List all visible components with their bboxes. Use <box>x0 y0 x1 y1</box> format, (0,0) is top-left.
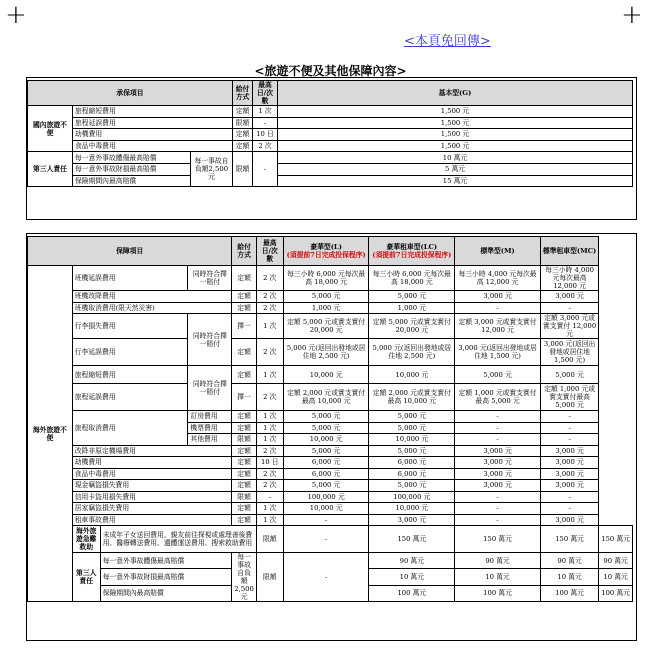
row-pay: 定額 <box>232 366 256 384</box>
overseas-label: 海外旅遊不便 <box>28 266 73 602</box>
row-M: 3,000 元 <box>455 468 541 480</box>
row-MC: 定額 1,000 元或實支實付最高 5,000 元 <box>540 384 598 411</box>
row-MC: 3,000 元 <box>540 468 598 480</box>
row-name: 食品中毒費用 <box>73 140 233 152</box>
row-pay: 限額 <box>233 117 253 129</box>
header-max: 最高日/次數 <box>253 81 278 106</box>
header-LC <box>369 237 455 266</box>
row-name: 行李損失費用 <box>72 314 188 339</box>
row-L: - <box>283 514 369 526</box>
row-max: 10 日 <box>253 129 278 141</box>
row-max: 1 次 <box>253 106 278 118</box>
row-LC: 6,000 元 <box>369 457 455 469</box>
row-basic: 10 萬元 <box>278 152 633 164</box>
row-MC: 3,000 元 <box>540 291 598 303</box>
third-deductible: 每一事故自負額2,500 元 <box>232 553 256 602</box>
row-pay: 定額 <box>232 411 256 423</box>
row-max: 2 次 <box>256 266 283 291</box>
row-max: 10 日 <box>256 457 283 469</box>
row-max: 1 次 <box>256 514 283 526</box>
row-MC: - <box>540 411 598 423</box>
header-pay: 給付方式 <box>232 237 256 266</box>
row-MC: 3,000 元 <box>540 445 598 457</box>
row-LC: 每三小時 6,000 元每次最高 18,000 元 <box>369 266 455 291</box>
row-LC: 100,000 元 <box>369 491 455 503</box>
row-pay: 定額 <box>232 480 256 492</box>
row-MC: 5,000 元 <box>540 366 598 384</box>
row-M: 10 萬元 <box>540 569 598 585</box>
row-pay: 定額 <box>232 503 256 515</box>
row-L: 10,000 元 <box>283 366 369 384</box>
row-LC: 10,000 元 <box>369 503 455 515</box>
row-L: 10,000 元 <box>283 503 369 515</box>
row-LC: 90 萬元 <box>455 553 541 569</box>
row-pay: 限額 <box>232 491 256 503</box>
row-pay: 擇一 <box>232 384 256 411</box>
row-L: 每三小時 6,000 元每次最高 18,000 元 <box>283 266 369 291</box>
row-max: - <box>283 526 369 553</box>
row-LC: 5,000 元 <box>369 422 455 434</box>
row-MC: 3,000 元(返回出發地或居住地 1,500 元) <box>540 339 598 366</box>
row-LC: 10,000 元 <box>369 434 455 446</box>
row-name: 其他費用 <box>188 434 232 446</box>
row-pay: 定額 <box>232 339 256 366</box>
row-MC: - <box>540 302 598 314</box>
header-MC: 標準租車型(MC) <box>540 237 598 266</box>
row-L: 90 萬元 <box>369 553 455 569</box>
row-MC: 每三小時 4,000 元每次最高 12,000 元 <box>540 266 598 291</box>
row-LC: 5,000 元 <box>369 411 455 423</box>
row-name: 班機改降費用 <box>72 291 232 303</box>
third-pay: 限額 <box>233 152 253 187</box>
row-LC: 1,000 元 <box>369 302 455 314</box>
row-L: 5,000 元 <box>283 445 369 457</box>
row-max: 1 次 <box>256 434 283 446</box>
row-pay: 定額 <box>232 457 256 469</box>
third-party-label: 第三人責任 <box>28 152 73 187</box>
row-name: 旅程延誤費用 <box>72 384 188 411</box>
row-name: 旅程縮短費用 <box>72 366 188 384</box>
row-max: - <box>256 491 283 503</box>
row-L: 6,000 元 <box>283 468 369 480</box>
row-M: 3,000 元 <box>455 445 541 457</box>
row-MC: 150 萬元 <box>599 526 633 553</box>
row-max: 2 次 <box>256 339 283 366</box>
row-basic: 1,500 元 <box>278 140 633 152</box>
row-MC: 90 萬元 <box>599 553 633 569</box>
row-name: 班機延誤費用 <box>72 266 188 291</box>
header-L <box>283 237 369 266</box>
row-M: - <box>455 434 541 446</box>
plan-L-title: 豪華型(L) <box>310 243 342 251</box>
row-pay: 定額 <box>233 106 253 118</box>
choose-note: 同時符合擇一賠付 <box>188 266 232 291</box>
row-M: 每三小時 4,000 元每次最高 12,000 元 <box>455 266 541 291</box>
row-basic: 1,500 元 <box>278 117 633 129</box>
row-name: 每一意外事故財損最高賠償 <box>73 163 191 175</box>
row-M: 3,000 元 <box>455 291 541 303</box>
row-pay: 定額 <box>233 129 253 141</box>
row-LC: 5,000 元 <box>369 480 455 492</box>
row-LC: 150 萬元 <box>455 526 541 553</box>
row-name: 信用卡盜用損失費用 <box>72 491 232 503</box>
row-pay: 定額 <box>232 266 256 291</box>
header-max: 最高日/次數 <box>256 237 283 266</box>
domestic-coverage-table <box>27 80 633 187</box>
row-L: 5,000 元 <box>283 422 369 434</box>
header-basic: 基本型(G) <box>278 81 633 106</box>
row-name: 保險期間內最高賠償 <box>100 585 232 601</box>
row-max: 1 次 <box>256 366 283 384</box>
row-name: 居家竊盜損失費用 <box>72 503 232 515</box>
row-name: 旅程縮短費用 <box>73 106 233 118</box>
row-max: 1 次 <box>256 411 283 423</box>
row-L: 定額 5,000 元或實支實付 20,000 元 <box>283 314 369 339</box>
row-L: 5,000 元(返回出發地或居住地 2,500 元) <box>283 339 369 366</box>
row-L: 10 萬元 <box>369 569 455 585</box>
row-name: 每一意外事故體傷最高賠償 <box>100 553 232 569</box>
row-name: 保險期間內最高賠償 <box>73 175 191 187</box>
row-name: 改降非原定機場費用 <box>72 445 232 457</box>
row-LC: 100 萬元 <box>455 585 541 601</box>
choose-note: 同時符合擇一賠付 <box>188 366 232 411</box>
row-name: 旅程延誤費用 <box>73 117 233 129</box>
row-MC: - <box>540 434 598 446</box>
row-M: 定額 3,000 元或實支實付 12,000 元 <box>455 314 541 339</box>
crop-mark-left: + <box>5 0 27 30</box>
row-MC: 3,000 元 <box>540 480 598 492</box>
header-pay: 給付方式 <box>233 81 253 106</box>
row-L: 5,000 元 <box>283 411 369 423</box>
third-max: - <box>283 553 369 602</box>
row-name: 租車事故費用 <box>72 514 232 526</box>
row-M: - <box>455 302 541 314</box>
row-name: 劫機費用 <box>73 129 233 141</box>
row-M: - <box>455 514 541 526</box>
row-pay: 限額 <box>256 526 283 553</box>
row-name: 每一意外事故財損最高賠償 <box>100 569 232 585</box>
row-name: 現金竊盜損失費用 <box>72 480 232 492</box>
row-pay: 定額 <box>232 422 256 434</box>
row-pay: 定額 <box>232 291 256 303</box>
row-LC: 10 萬元 <box>455 569 541 585</box>
row-max: 2 次 <box>256 468 283 480</box>
row-M: - <box>455 411 541 423</box>
row-pay: 定額 <box>232 302 256 314</box>
crop-mark-right: + <box>621 0 643 30</box>
row-LC: 5,000 元 <box>369 291 455 303</box>
overseas-coverage-table <box>27 236 633 602</box>
row-name: 機票費用 <box>188 422 232 434</box>
row-name: 訂房費用 <box>188 411 232 423</box>
row-max: 1 次 <box>256 422 283 434</box>
row-L: 100,000 元 <box>283 491 369 503</box>
row-basic: 5 萬元 <box>278 163 633 175</box>
third-pay: 限額 <box>256 553 283 602</box>
row-L: 10,000 元 <box>283 434 369 446</box>
row-MC: 10 萬元 <box>599 569 633 585</box>
table1-title: <旅遊不便及其他保障內容> <box>254 64 407 78</box>
header-item: 保障項目 <box>28 237 232 266</box>
row-LC: 10,000 元 <box>369 366 455 384</box>
row-M: 90 萬元 <box>540 553 598 569</box>
choose-note: 同時符合擇一賠付 <box>188 314 232 366</box>
row-MC: 定額 3,000 元或實支實付 12,000 元 <box>540 314 598 339</box>
row-name: 劫機費用 <box>72 457 232 469</box>
row-basic: 1,500 元 <box>278 106 633 118</box>
row-name: 每一意外事故體傷最高賠償 <box>73 152 191 164</box>
header-M: 標準型(M) <box>455 237 541 266</box>
row-max: 1 次 <box>256 503 283 515</box>
plan-LC-title: 豪華租車型(LC) <box>386 243 438 251</box>
row-MC: 3,000 元 <box>540 514 598 526</box>
row-M: 定額 1,000 元或實支實付最高 5,000 元 <box>455 384 541 411</box>
cancel-label: 旅程取消費用 <box>72 411 188 446</box>
row-M: 5,000 元 <box>455 366 541 384</box>
row-max: - <box>253 117 278 129</box>
row-L: 100 萬元 <box>369 585 455 601</box>
row-LC: 3,000 元 <box>369 514 455 526</box>
row-basic: 15 萬元 <box>278 175 633 187</box>
row-LC: 5,000 元(返回出發地或居住地 2,500 元) <box>369 339 455 366</box>
rescue-name: 未成年子女送回費用、親友前往探視或處理善後費用、醫療轉送費用、遺體運送費用、搜索救助費用 <box>100 526 256 553</box>
domestic-label: 國內旅遊不便 <box>28 106 73 152</box>
row-pay: 定額 <box>232 514 256 526</box>
row-pay: 限額 <box>232 434 256 446</box>
row-MC: - <box>540 491 598 503</box>
row-basic: 1,500 元 <box>278 129 633 141</box>
row-pay: 定額 <box>232 445 256 457</box>
row-LC: 定額 5,000 元或實支實付 20,000 元 <box>369 314 455 339</box>
row-L: 1,000 元 <box>283 302 369 314</box>
row-LC: 定額 2,000 元或實支實付最高 10,000 元 <box>369 384 455 411</box>
row-L: 150 萬元 <box>369 526 455 553</box>
row-M: - <box>455 422 541 434</box>
row-pay: 擇一 <box>232 314 256 339</box>
row-M: - <box>455 491 541 503</box>
third-deductible: 每一事故自負額2,500 元 <box>191 152 233 187</box>
row-MC: - <box>540 422 598 434</box>
row-max: 2 次 <box>253 140 278 152</box>
row-name: 行李延誤費用 <box>72 339 188 366</box>
row-M: 3,000 元(返回出發地或居住地 1,500 元) <box>455 339 541 366</box>
row-L: 6,000 元 <box>283 457 369 469</box>
row-M: 150 萬元 <box>540 526 598 553</box>
row-name: 班機取消費用(限天然災害) <box>72 302 232 314</box>
row-MC: 3,000 元 <box>540 457 598 469</box>
row-MC: 100 萬元 <box>599 585 633 601</box>
row-max: 2 次 <box>256 302 283 314</box>
plan-L-note: (須提前7日完成投保程序) <box>286 251 366 259</box>
row-max: 2 次 <box>256 291 283 303</box>
row-M: 3,000 元 <box>455 480 541 492</box>
row-L: 5,000 元 <box>283 480 369 492</box>
row-L: 5,000 元 <box>283 291 369 303</box>
row-M: 3,000 元 <box>455 457 541 469</box>
row-max: 2 次 <box>256 445 283 457</box>
rescue-label: 海外旅遊急難救助 <box>72 526 100 553</box>
row-LC: 5,000 元 <box>369 445 455 457</box>
no-return-link[interactable]: <本頁免回傳> <box>404 34 491 49</box>
row-max: 2 次 <box>256 480 283 492</box>
row-M: - <box>455 503 541 515</box>
row-max: 2 次 <box>256 384 283 411</box>
row-MC: - <box>540 503 598 515</box>
plan-LC-note: (須提前7日完成投保程序) <box>372 251 452 259</box>
row-max: 1 次 <box>256 314 283 339</box>
third-party-label: 第三人責任 <box>72 553 100 602</box>
row-pay: 定額 <box>232 468 256 480</box>
row-pay: 定額 <box>233 140 253 152</box>
row-L: 定額 2,000 元或實支實付最高 10,000 元 <box>283 384 369 411</box>
row-name: 食品中毒費用 <box>72 468 232 480</box>
header-item: 承保項目 <box>28 81 233 106</box>
row-M: 100 萬元 <box>540 585 598 601</box>
third-max: - <box>253 152 278 187</box>
row-LC: 6,000 元 <box>369 468 455 480</box>
